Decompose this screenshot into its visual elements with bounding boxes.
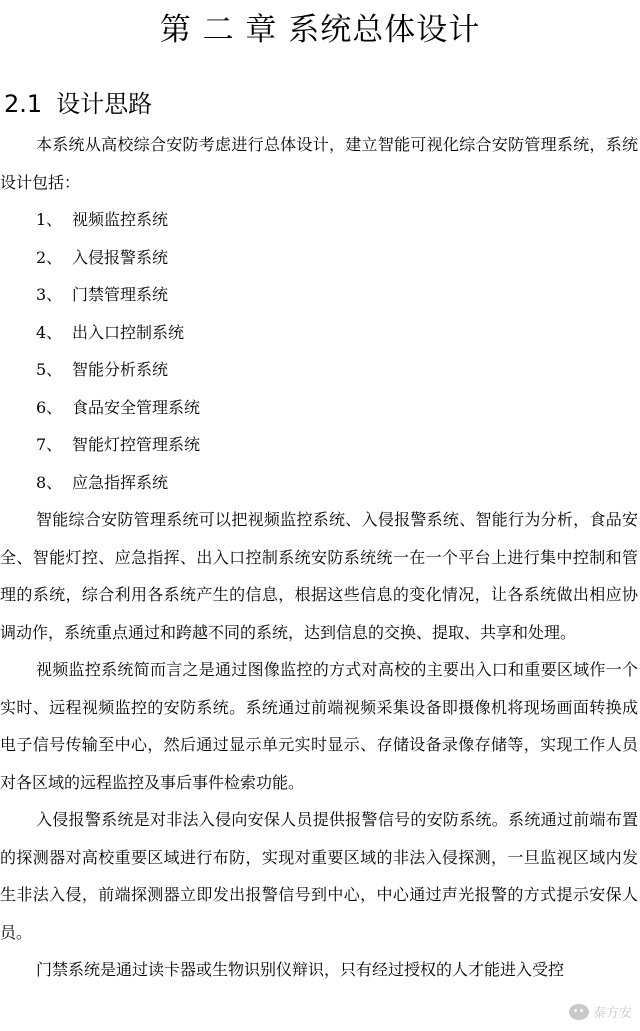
list-item-text: 智能灯控管理系统: [72, 435, 201, 454]
list-item: [0, 389, 640, 427]
section-heading: [4, 88, 152, 120]
wechat-icon: [569, 1004, 589, 1020]
list-item-text: 应急指挥系统: [72, 472, 169, 492]
list-item-number: 7、: [36, 435, 63, 454]
list-item-text: 出入口控制系统: [72, 322, 185, 342]
list-item: [0, 314, 640, 352]
document-body: [0, 126, 640, 989]
list-item-number: 3、: [36, 285, 63, 304]
list-item-text: 入侵报警系统: [72, 247, 169, 267]
chapter-title: 第 二 章 系统总体设计: [159, 12, 481, 48]
list-item: [0, 201, 640, 239]
list-item-text: 视频监控系统: [72, 210, 169, 229]
list-item-number: 8、: [36, 472, 63, 492]
list-item-text: 智能分析系统: [72, 360, 169, 379]
body-paragraph: 入侵报警系统是对非法入侵向安保人员提供报警信号的安防系统。系统通过前端布置的探测器对高校重要区域进行布防，实现对重要区域的非法入侵探测，一旦监视区域内发生非法入侵，前端探测器立即发出报警信号到中心，中心通过声光报警的方式提示安保人员。: [0, 810, 638, 942]
list-item-number: 1、: [36, 210, 63, 229]
body-paragraph: 门禁系统是通过读卡器或生物识别仪辩识，只有经过授权的人才能进入受控: [36, 960, 565, 979]
section-title: 设计思路: [56, 90, 153, 118]
list-item: [0, 426, 640, 464]
list-item: [0, 464, 640, 502]
list-item-number: 2、: [36, 247, 63, 267]
section-number: 2.1: [4, 90, 43, 118]
list-item: [0, 239, 640, 277]
list-item: [0, 351, 640, 389]
list-item: [0, 276, 640, 314]
list-item-text: 门禁管理系统: [72, 285, 169, 304]
intro-paragraph: 本系统从高校综合安防考虑进行总体设计，建立智能可视化综合安防管理系统，系统设计包括：: [0, 135, 638, 192]
list-item-text: 食品安全管理系统: [72, 397, 201, 417]
list-item-number: 4、: [36, 322, 63, 342]
body-paragraph: 智能综合安防管理系统可以把视频监控系统、入侵报警系统、智能行为分析，食品安全、智能灯控、应急指挥、出入口控制系统安防系统统一在一个平台上进行集中控制和管理的系统，综合利用各系统产生的信息，根据这些信息的变化情况，让各系统做出相应协调动作，系统重点通过和跨越不同的系统，达到信息的交换、提取、共享和处理。: [0, 510, 638, 642]
watermark-text: 泰方安: [592, 1006, 632, 1021]
body-paragraph: 视频监控系统简而言之是通过图像监控的方式对高校的主要出入口和重要区域作一个实时、远程视频监控的安防系统。系统通过前端视频采集设备即摄像机将现场画面转换成电子信号传输至中心，然后通过显示单元实时显示、存储设备录像存储等，实现工作人员对各区域的远程监控及事后事件检索功能。: [0, 660, 638, 792]
list-item-number: 6、: [36, 397, 63, 417]
list-item-number: 5、: [36, 360, 63, 379]
system-list: [0, 201, 640, 501]
watermark: [569, 1002, 632, 1021]
